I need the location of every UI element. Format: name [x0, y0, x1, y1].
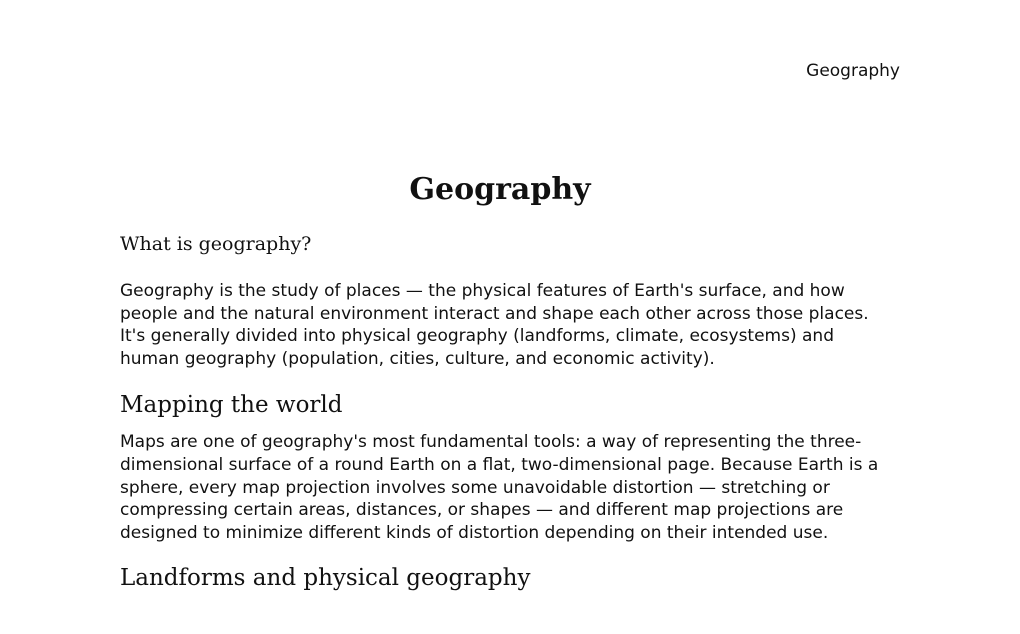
section-paragraph-what-is-geography: Geography is the study of places — the physical features of Earth's surface, and how people and the natural environment interact and shape each other across those places. It's generally divided into physical geography (landforms, climate, ecosystems) and human geography (population, cities, culture, and economic activity).: [120, 281, 869, 369]
page-title: Geography: [409, 172, 591, 207]
section-paragraph-mapping-the-world: Maps are one of geography's most fundamental tools: a way of representing the three-dimensional surface of a round Earth on a flat, two-dimensional page. Because Earth is a sphere, every map projection involves some unavoidable distortion — stretching or compressing certain areas, distances, or shapes — and different map projections are designed to minimize different kinds of distortion depending on their intended use.: [120, 432, 879, 543]
section-heading-landforms: Landforms and physical geography: [120, 565, 531, 592]
section-heading-what-is-geography: What is geography?: [120, 233, 312, 255]
section-heading-mapping-the-world: Mapping the world: [120, 392, 343, 419]
running-header: Geography: [806, 61, 900, 81]
document-body: [120, 170, 880, 592]
